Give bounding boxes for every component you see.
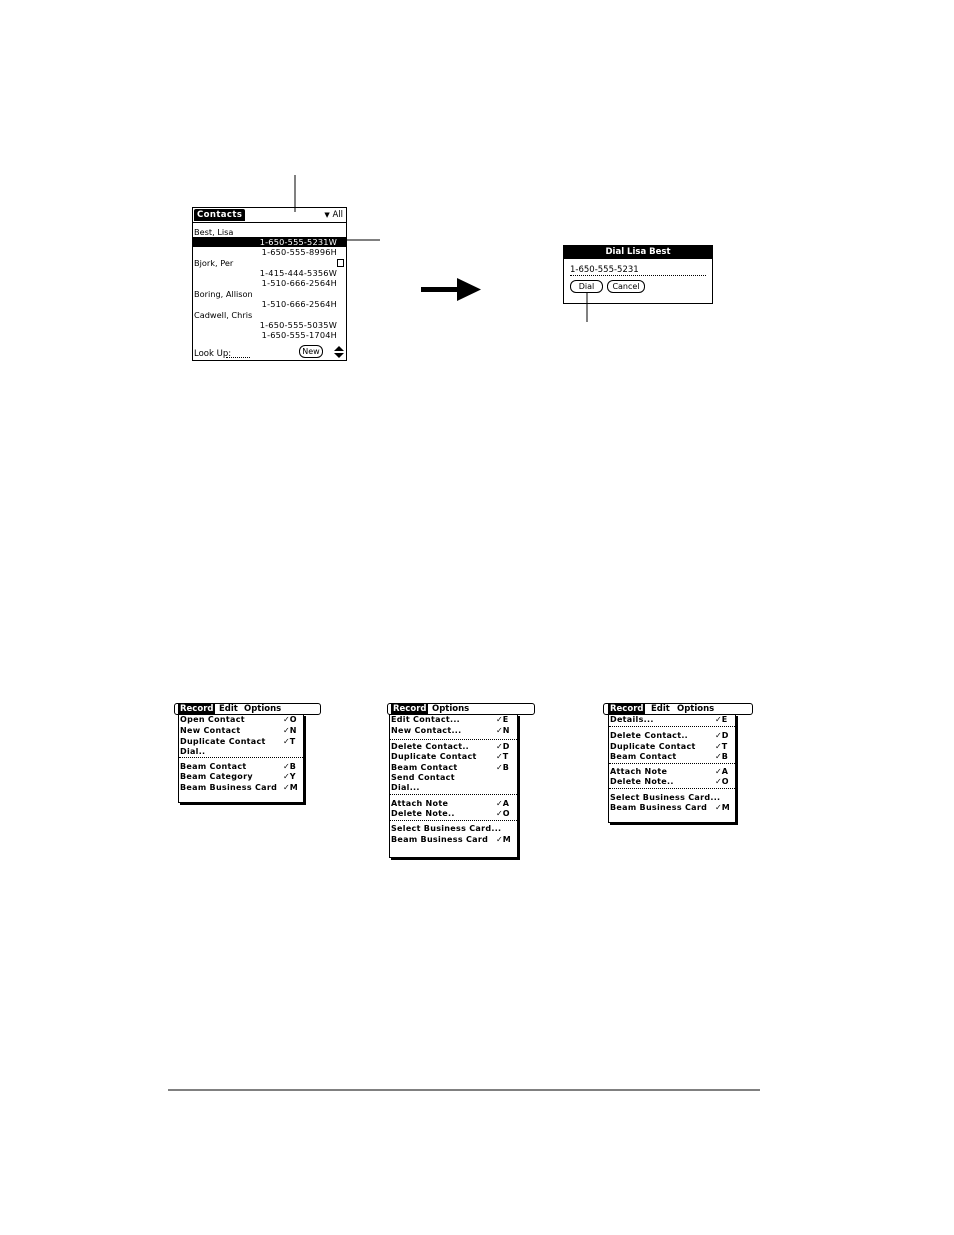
menu-item[interactable]: Select Business Card...: [391, 824, 502, 833]
contact-name: Best, Lisa: [194, 227, 234, 237]
contact-phone: 1-650-555-1704H: [261, 330, 337, 340]
menu-item[interactable]: Delete Note..: [391, 809, 455, 818]
menu-separator: [609, 788, 735, 789]
menu-shortcut: ✓A: [715, 767, 728, 776]
menu-bar-record[interactable]: Record: [180, 704, 214, 714]
lookup-label: Look Up:: [194, 349, 232, 359]
note-icon: [337, 259, 344, 267]
menu-item[interactable]: Beam Contact: [610, 752, 677, 761]
dial-number-underline: [570, 275, 706, 276]
menu-shortcut: ✓D: [496, 742, 510, 751]
menu-item[interactable]: Dial..: [180, 747, 206, 756]
dial-button[interactable]: Dial: [570, 280, 603, 293]
menu-bar-options[interactable]: Options: [677, 704, 715, 714]
menu-shortcut: ✓E: [715, 715, 728, 724]
menu-shortcut: ✓N: [283, 726, 297, 735]
menu-shortcut: ✓B: [715, 752, 728, 761]
menu-item[interactable]: Duplicate Contact: [180, 737, 266, 746]
menu-separator: [609, 763, 735, 764]
menu-item[interactable]: Duplicate Contact: [610, 742, 696, 751]
menu-item[interactable]: Attach Note: [610, 767, 668, 776]
menu-shortcut: ✓B: [283, 762, 296, 771]
menu-item[interactable]: Beam Business Card: [391, 835, 489, 844]
contact-phone: 1-510-666-2564H: [261, 278, 337, 288]
menu-item[interactable]: Attach Note: [391, 799, 449, 808]
contact-phone-row[interactable]: [193, 320, 346, 330]
menu-item[interactable]: New Contact: [180, 726, 241, 735]
menu-item[interactable]: Beam Contact: [180, 762, 247, 771]
menu-shadow-bottom: [610, 823, 738, 825]
new-contact-button[interactable]: New: [299, 345, 323, 358]
contact-phone-row[interactable]: [193, 330, 346, 340]
menu-item[interactable]: Dial...: [391, 783, 420, 792]
contacts-title-bar: [193, 208, 346, 223]
menu-shadow-right: [518, 716, 520, 860]
scroll-arrows-icon[interactable]: [334, 346, 344, 358]
menu-shortcut: ✓D: [715, 731, 729, 740]
menu-item[interactable]: Edit Contact...: [391, 715, 461, 724]
contact-phone-row[interactable]: [193, 237, 346, 247]
contact-phone-row[interactable]: [193, 247, 346, 257]
menu-bar-record[interactable]: Record: [610, 704, 644, 714]
menu-shadow-right: [736, 716, 738, 825]
menu-shortcut: ✓T: [496, 752, 509, 761]
menu-separator: [179, 757, 303, 758]
contact-phone-row[interactable]: [193, 299, 346, 309]
contact-name: Boring, Allison: [194, 289, 253, 299]
contact-phone: 1-510-666-2564H: [261, 299, 337, 309]
menu-shortcut: ✓O: [715, 777, 729, 786]
menu-item[interactable]: Open Contact: [180, 715, 245, 724]
menu-bar: [603, 703, 753, 715]
menu-shortcut: ✓O: [283, 715, 297, 724]
menu-shortcut: ✓O: [496, 809, 510, 818]
contact-phone: 1-650-555-5231W: [259, 237, 337, 247]
menu-item[interactable]: Delete Contact..: [610, 731, 688, 740]
menu-separator: [390, 820, 517, 821]
menu-item[interactable]: Delete Note..: [610, 777, 674, 786]
dial-dialog-title: Dial Lisa Best: [564, 246, 712, 259]
menu-shortcut: ✓M: [715, 803, 730, 812]
menu-shadow-bottom: [391, 858, 520, 860]
menu-bar-edit[interactable]: Edit: [651, 704, 670, 714]
triangle-down-icon: ▼: [324, 211, 330, 219]
dial-number-field[interactable]: 1-650-555-5231: [570, 265, 639, 275]
menu-shortcut: ✓M: [496, 835, 511, 844]
menu-shortcut: ✓E: [496, 715, 509, 724]
category-picker[interactable]: [324, 209, 343, 221]
menu-shortcut: ✓Y: [283, 772, 296, 781]
lookup-field[interactable]: [226, 357, 250, 358]
menu-bar-edit[interactable]: Edit: [219, 704, 238, 714]
menu-item[interactable]: Select Business Card...: [610, 793, 721, 802]
contact-name-row[interactable]: [193, 258, 346, 268]
category-label: All: [332, 210, 343, 220]
contact-name: Cadwell, Chris: [194, 310, 253, 320]
arrow-right-icon: [421, 278, 481, 301]
menu-bar-record[interactable]: Record: [393, 704, 427, 714]
menu-item[interactable]: Details...: [610, 715, 654, 724]
cancel-button[interactable]: Cancel: [607, 280, 645, 293]
menu-item[interactable]: Beam Contact: [391, 763, 458, 772]
contact-phone: 1-650-555-5035W: [259, 320, 337, 330]
contact-name: Bjork, Per: [194, 258, 234, 268]
menu-shortcut: ✓M: [283, 783, 298, 792]
menu-item[interactable]: Beam Business Card: [610, 803, 708, 812]
menu-shadow-bottom: [180, 803, 306, 805]
menu-shortcut: ✓A: [496, 799, 509, 808]
menu-item[interactable]: Send Contact: [391, 773, 455, 782]
menu-item[interactable]: Delete Contact..: [391, 742, 469, 751]
menu-bar-options[interactable]: Options: [244, 704, 282, 714]
menu-bar-options[interactable]: Options: [432, 704, 470, 714]
contacts-tab[interactable]: Contacts: [194, 209, 245, 221]
menu-shadow-right: [304, 716, 306, 805]
menu-separator: [390, 794, 517, 795]
contact-name-row[interactable]: [193, 227, 346, 237]
contact-phone: 1-650-555-8996H: [261, 247, 337, 257]
menu-item[interactable]: New Contact...: [391, 726, 462, 735]
contact-phone-row[interactable]: [193, 278, 346, 288]
menu-shortcut: ✓N: [496, 726, 510, 735]
menu-bar: [174, 703, 321, 715]
menu-bar: [387, 703, 535, 715]
contact-phone: 1-415-444-5356W: [259, 268, 337, 278]
contacts-list-screen: [192, 207, 347, 361]
menu-item[interactable]: Beam Category: [180, 772, 253, 781]
menu-shortcut: ✓B: [496, 763, 509, 772]
menu-item[interactable]: Beam Business Card: [180, 783, 278, 792]
menu-shortcut: ✓T: [283, 737, 296, 746]
contact-name-row[interactable]: [193, 289, 346, 299]
menu-separator: [609, 726, 735, 727]
menu-item[interactable]: Duplicate Contact: [391, 752, 477, 761]
contact-phone-row[interactable]: [193, 268, 346, 278]
contact-name-row[interactable]: [193, 310, 346, 320]
menu-shortcut: ✓T: [715, 742, 728, 751]
menu-separator: [390, 739, 517, 740]
dial-dialog: [563, 245, 713, 304]
